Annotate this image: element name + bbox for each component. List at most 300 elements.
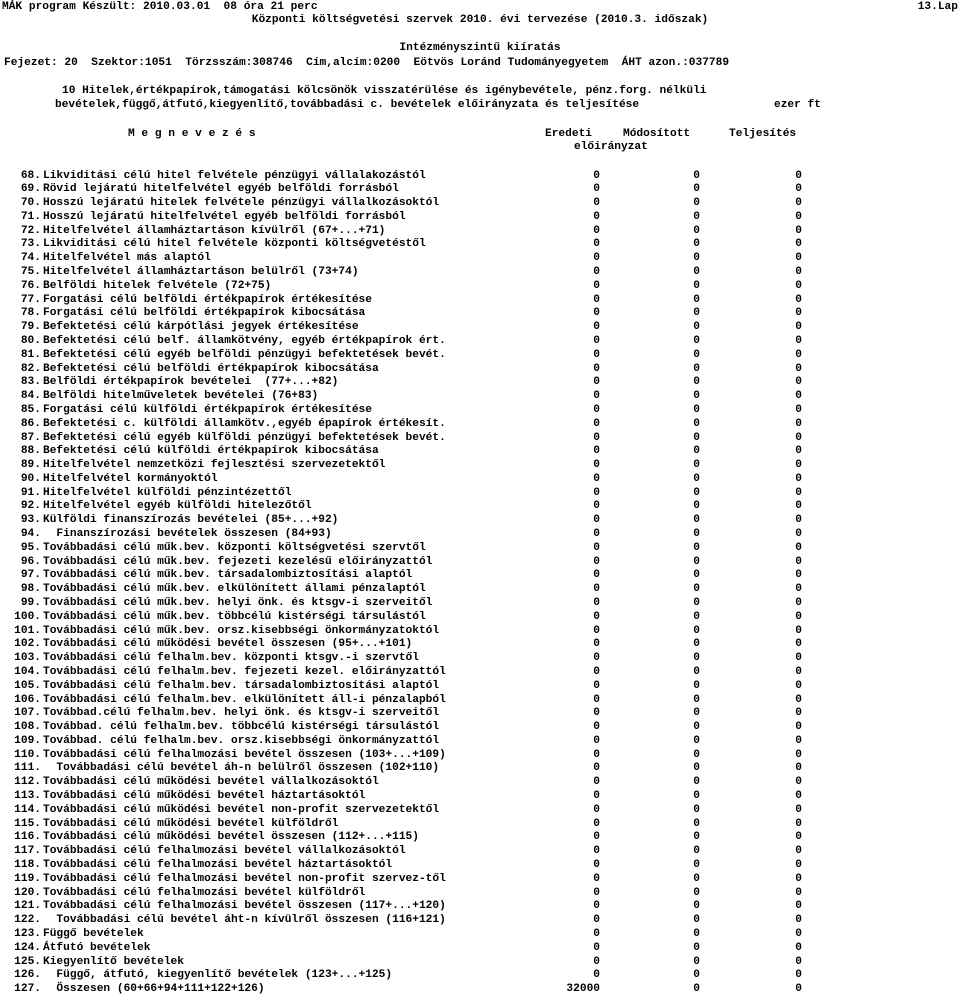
- table-row: [0, 734, 960, 748]
- row-label: Továbbad. célú felhalm.bev. többcélú kistérségi társulástól: [43, 721, 440, 734]
- original-value: 0: [593, 197, 600, 210]
- table-row: [0, 431, 960, 445]
- modified-value: 0: [693, 472, 700, 485]
- fulfilled-value: 0: [795, 445, 802, 458]
- original-value: 0: [593, 900, 600, 913]
- original-value: 0: [593, 583, 600, 596]
- row-number: 91.: [20, 486, 41, 499]
- row-label: Likviditási célú hitel felvétele pénzügyi vállalakozástól: [43, 169, 426, 182]
- table-row: [0, 927, 960, 941]
- table-title-line2: bevételek,függő,átfutó,kiegyenlítő,továbbadási c. bevételek előirányzata és teljesítése: [55, 99, 640, 111]
- fulfilled-value: 0: [795, 321, 802, 334]
- modified-value: 0: [693, 817, 700, 830]
- table-row: [0, 417, 960, 431]
- row-number: 82.: [20, 362, 41, 375]
- fulfilled-value: 0: [795, 583, 802, 596]
- table-title-line1: 10 Hitelek,értékpapírok,támogatási kölcsönök visszatérülése és igénybevétele, pénz.forg. nélküli: [62, 85, 707, 97]
- row-label: Továbbadási célú műk.bev. központi költségvetési szervtől: [43, 541, 426, 554]
- fulfilled-value: 0: [795, 376, 802, 389]
- table-row: [0, 637, 960, 651]
- row-label: Továbbadási célú működési bevétel összesen (95+...+101): [43, 638, 413, 651]
- table-row: [0, 196, 960, 210]
- table-row: [0, 362, 960, 376]
- table-row: [0, 555, 960, 569]
- modified-value: 0: [693, 707, 700, 720]
- fulfilled-value: 0: [795, 707, 802, 720]
- row-number: 83.: [20, 376, 41, 389]
- row-number: 123.: [14, 927, 41, 940]
- fulfilled-value: 0: [795, 224, 802, 237]
- fulfilled-value: 0: [795, 679, 802, 692]
- fulfilled-value: 0: [795, 624, 802, 637]
- modified-value: 0: [693, 486, 700, 499]
- row-number: 70.: [20, 197, 41, 210]
- table-row: [0, 375, 960, 389]
- row-label: Hitelfelvétel kormányoktól: [43, 472, 218, 485]
- row-number: 78.: [20, 307, 41, 320]
- table-row: [0, 265, 960, 279]
- table-row: [0, 306, 960, 320]
- fulfilled-value: 0: [795, 900, 802, 913]
- table-row: [0, 886, 960, 900]
- row-label: Továbbadási célú felhalm.bev. elkülönített áll-i pénzalapból: [43, 693, 446, 706]
- modified-value: 0: [693, 459, 700, 472]
- fulfilled-value: 0: [795, 845, 802, 858]
- row-number: 119.: [14, 872, 41, 885]
- row-number: 89.: [20, 459, 41, 472]
- table-row: [0, 169, 960, 183]
- unit-label: ezer ft: [774, 99, 821, 111]
- fulfilled-value: 0: [795, 183, 802, 196]
- original-value: 0: [593, 927, 600, 940]
- modified-value: 0: [693, 183, 700, 196]
- fulfilled-value: 0: [795, 403, 802, 416]
- modified-value: 0: [693, 197, 700, 210]
- modified-value: 0: [693, 431, 700, 444]
- original-value: 0: [593, 334, 600, 347]
- row-label: Hitelfelvétel államháztartáson kívülről (67+...+71): [43, 224, 386, 237]
- row-number: 98.: [20, 583, 41, 596]
- row-number: 72.: [20, 224, 41, 237]
- modified-value: 0: [693, 927, 700, 940]
- modified-value: 0: [693, 376, 700, 389]
- original-value: 0: [593, 224, 600, 237]
- row-number: 122.: [14, 914, 41, 927]
- row-number: 127.: [14, 983, 41, 996]
- row-number: 88.: [20, 445, 41, 458]
- table-row: [0, 541, 960, 555]
- row-label: Függő, átfutó, kiegyenlítő bevételek (123+...+125): [43, 969, 393, 982]
- table-row: [0, 458, 960, 472]
- fulfilled-value: 0: [795, 734, 802, 747]
- fulfilled-value: 0: [795, 872, 802, 885]
- table-row: [0, 665, 960, 679]
- original-value: 0: [593, 169, 600, 182]
- row-label: Továbbad. célú felhalm.bev. orsz.kisebbségi önkormányzattól: [43, 734, 440, 747]
- row-number: 113.: [14, 790, 41, 803]
- original-value: 0: [593, 293, 600, 306]
- table-row: [0, 486, 960, 500]
- modified-value: 0: [693, 638, 700, 651]
- table-row: [0, 527, 960, 541]
- fulfilled-value: 0: [795, 693, 802, 706]
- original-value: 0: [593, 748, 600, 761]
- row-number: 103.: [14, 652, 41, 665]
- row-number: 93.: [20, 514, 41, 527]
- row-label: Hitelfelvétel egyéb külföldi hitelezőtől: [43, 500, 312, 513]
- row-label: Továbbadási célú működési bevétel háztartásoktól: [43, 790, 366, 803]
- original-value: 0: [593, 472, 600, 485]
- modified-value: 0: [693, 321, 700, 334]
- modified-value: 0: [693, 541, 700, 554]
- original-value: 0: [593, 955, 600, 968]
- table-row: [0, 596, 960, 610]
- table-row: [0, 748, 960, 762]
- original-value: 0: [593, 665, 600, 678]
- original-value: 0: [593, 762, 600, 775]
- fulfilled-value: 0: [795, 390, 802, 403]
- table-row: [0, 789, 960, 803]
- row-number: 117.: [14, 845, 41, 858]
- row-number: 104.: [14, 665, 41, 678]
- fulfilled-value: 0: [795, 969, 802, 982]
- fulfilled-value: 0: [795, 665, 802, 678]
- table-row: [0, 913, 960, 927]
- table-row: [0, 872, 960, 886]
- modified-value: 0: [693, 266, 700, 279]
- row-label: Továbbadási célú felhalmozási bevétel összesen (103+...+109): [43, 748, 446, 761]
- row-number: 101.: [14, 624, 41, 637]
- row-label: Továbbadási célú felhalm.bev. fejezeti kezel. előirányzattól: [43, 665, 446, 678]
- row-label: Befektetési c. külföldi államkötv.,egyéb épapírok értékesít.: [43, 417, 446, 430]
- row-label: Függő bevételek: [43, 927, 144, 940]
- original-value: 0: [593, 459, 600, 472]
- modified-value: 0: [693, 665, 700, 678]
- row-label: Befektetési célú belf. államkötvény, egyéb értékpapírok ért.: [43, 334, 446, 347]
- original-value: 0: [593, 872, 600, 885]
- fulfilled-value: 0: [795, 638, 802, 651]
- modified-value: 0: [693, 721, 700, 734]
- row-label: Kiegyenlítő bevételek: [43, 955, 184, 968]
- row-label: Továbbadási célú felhalmozási bevétel külföldről: [43, 886, 366, 899]
- row-label: Befektetési célú külföldi értékpapírok kibocsátása: [43, 445, 379, 458]
- modified-value: 0: [693, 734, 700, 747]
- original-value: 0: [593, 610, 600, 623]
- original-value: 0: [593, 486, 600, 499]
- original-value: 0: [593, 817, 600, 830]
- row-label: Hitelfelvétel nemzetközi fejlesztési szervezetektől: [43, 459, 386, 472]
- original-value: 0: [593, 541, 600, 554]
- table-row: [0, 320, 960, 334]
- modified-value: 0: [693, 528, 700, 541]
- modified-value: 0: [693, 610, 700, 623]
- fulfilled-value: 0: [795, 514, 802, 527]
- table-row: [0, 499, 960, 513]
- modified-value: 0: [693, 569, 700, 582]
- row-label: Belföldi hitelek felvétele (72+75): [43, 279, 272, 292]
- original-value: 0: [593, 596, 600, 609]
- column-header-fulfilled: Teljesítés: [729, 128, 797, 140]
- row-label: Továbbadási célú műk.bev. többcélú kistérségi társulástól: [43, 610, 426, 623]
- modified-value: 0: [693, 845, 700, 858]
- row-label: Hitelfelvétel államháztartáson belülről (73+74): [43, 266, 359, 279]
- row-number: 110.: [14, 748, 41, 761]
- table-row: [0, 582, 960, 596]
- original-value: 0: [593, 238, 600, 251]
- fulfilled-value: 0: [795, 431, 802, 444]
- table-row: [0, 706, 960, 720]
- fulfilled-value: 0: [795, 914, 802, 927]
- table-row: [0, 830, 960, 844]
- row-number: 115.: [14, 817, 41, 830]
- original-value: 0: [593, 569, 600, 582]
- row-number: 99.: [20, 596, 41, 609]
- fulfilled-value: 0: [795, 790, 802, 803]
- modified-value: 0: [693, 417, 700, 430]
- row-label: Továbbadási célú felhalmozási bevétel összesen (117+...+120): [43, 900, 446, 913]
- row-label: Továbbadási célú működési bevétel non-profit szervezetektől: [43, 803, 440, 816]
- table-row: [0, 568, 960, 582]
- row-number: 84.: [20, 390, 41, 403]
- modified-value: 0: [693, 872, 700, 885]
- report-subtitle: Központi költségvetési szervek 2010. évi tervezése (2010.3. időszak): [251, 14, 709, 26]
- original-value: 0: [593, 403, 600, 416]
- fulfilled-value: 0: [795, 817, 802, 830]
- modified-value: 0: [693, 348, 700, 361]
- row-label: Rövid lejáratú hitelfelvétel egyéb belföldi forrásból: [43, 183, 399, 196]
- page-number: 13.Lap: [917, 1, 958, 13]
- fulfilled-value: 0: [795, 210, 802, 223]
- table-row: [0, 210, 960, 224]
- fulfilled-value: 0: [795, 762, 802, 775]
- row-number: 107.: [14, 707, 41, 720]
- row-label: Továbbadási célú bevétel áht-n kívülről összesen (116+121): [43, 914, 446, 927]
- original-value: 0: [593, 721, 600, 734]
- original-value: 0: [593, 803, 600, 816]
- original-value: 0: [593, 555, 600, 568]
- row-label: Befektetési célú egyéb belföldi pénzügyi befektetések bevét.: [43, 348, 446, 361]
- row-label: Forgatási célú belföldi értékpapírok kibocsátása: [43, 307, 366, 320]
- column-header-name: M e g n e v e z é s: [128, 128, 256, 140]
- row-number: 76.: [20, 279, 41, 292]
- table-row: [0, 279, 960, 293]
- table-row: [0, 761, 960, 775]
- modified-value: 0: [693, 693, 700, 706]
- original-value: 0: [593, 266, 600, 279]
- original-value: 0: [593, 376, 600, 389]
- table-row: [0, 982, 960, 996]
- row-label: Továbbadási célú működési bevétel vállalkozásoktól: [43, 776, 379, 789]
- row-number: 114.: [14, 803, 41, 816]
- modified-value: 0: [693, 748, 700, 761]
- original-value: 0: [593, 390, 600, 403]
- fulfilled-value: 0: [795, 803, 802, 816]
- row-label: Továbbadási célú működési bevétel összesen (112+...+115): [43, 831, 419, 844]
- fulfilled-value: 0: [795, 927, 802, 940]
- fulfilled-value: 0: [795, 776, 802, 789]
- table-row: [0, 513, 960, 527]
- fulfilled-value: 0: [795, 486, 802, 499]
- fulfilled-value: 0: [795, 610, 802, 623]
- table-row: [0, 444, 960, 458]
- table-row: [0, 389, 960, 403]
- row-number: 90.: [20, 472, 41, 485]
- fulfilled-value: 0: [795, 334, 802, 347]
- row-label: Külföldi finanszírozás bevételei (85+...+92): [43, 514, 339, 527]
- modified-value: 0: [693, 583, 700, 596]
- row-number: 102.: [14, 638, 41, 651]
- fulfilled-value: 0: [795, 596, 802, 609]
- row-number: 87.: [20, 431, 41, 444]
- original-value: 0: [593, 790, 600, 803]
- modified-value: 0: [693, 224, 700, 237]
- report-type: Intézményszintű kiíratás: [399, 42, 561, 54]
- modified-value: 0: [693, 900, 700, 913]
- fulfilled-value: 0: [795, 831, 802, 844]
- original-value: 0: [593, 707, 600, 720]
- fulfilled-value: 0: [795, 417, 802, 430]
- row-number: 96.: [20, 555, 41, 568]
- fulfilled-value: 0: [795, 500, 802, 513]
- row-label: Átfutó bevételek: [43, 941, 151, 954]
- original-value: 0: [593, 652, 600, 665]
- row-number: 73.: [20, 238, 41, 251]
- row-number: 95.: [20, 541, 41, 554]
- fulfilled-value: 0: [795, 652, 802, 665]
- original-value: 0: [593, 776, 600, 789]
- row-number: 79.: [20, 321, 41, 334]
- row-label: Továbbadási célú felhalmozási bevétel háztartásoktól: [43, 859, 393, 871]
- row-number: 74.: [20, 252, 41, 265]
- table-row: [0, 955, 960, 969]
- row-number: 109.: [14, 734, 41, 747]
- original-value: 0: [593, 445, 600, 458]
- table-row: [0, 858, 960, 872]
- modified-value: 0: [693, 500, 700, 513]
- column-header-original-sub: előirányzat: [574, 141, 648, 153]
- modified-value: 0: [693, 445, 700, 458]
- row-label: Hitelfelvétel külföldi pénzintézettől: [43, 486, 292, 499]
- fulfilled-value: 0: [795, 886, 802, 899]
- row-label: Hitelfelvétel más alaptól: [43, 252, 211, 265]
- original-value: 0: [593, 183, 600, 196]
- row-number: 111.: [14, 762, 41, 775]
- fulfilled-value: 0: [795, 859, 802, 871]
- fulfilled-value: 0: [795, 472, 802, 485]
- modified-value: 0: [693, 279, 700, 292]
- row-number: 75.: [20, 266, 41, 279]
- original-value: 0: [593, 886, 600, 899]
- table-row: [0, 775, 960, 789]
- row-label: Továbbadási célú műk.bev. fejezeti kezelésű előirányzattól: [43, 555, 433, 568]
- modified-value: 0: [693, 776, 700, 789]
- modified-value: 0: [693, 252, 700, 265]
- modified-value: 0: [693, 790, 700, 803]
- row-label: Továbbadási célú felhalm.bev. központi ktsgv.-i szervtől: [43, 652, 419, 665]
- row-label: Továbbadási célú felhalm.bev. társadalombiztosítási alaptól: [43, 679, 440, 692]
- fulfilled-value: 0: [795, 293, 802, 306]
- row-number: 94.: [20, 528, 41, 541]
- original-value: 0: [593, 693, 600, 706]
- row-label: Továbbadási célú bevétel áh-n belülről összesen (102+110): [43, 762, 440, 775]
- row-label: Forgatási célú belföldi értékpapírok értékesítése: [43, 293, 372, 306]
- original-value: 0: [593, 279, 600, 292]
- row-number: 81.: [20, 348, 41, 361]
- table-row: [0, 472, 960, 486]
- column-header-original: Eredeti: [545, 128, 592, 140]
- modified-value: 0: [693, 334, 700, 347]
- original-value: 0: [593, 831, 600, 844]
- row-label: Továbbadási célú felhalmozási bevétel vállalkozásoktól: [43, 845, 406, 858]
- row-label: Továbbadási célú felhalmozási bevétel non-profit szervez-től: [43, 872, 446, 885]
- original-value: 0: [593, 417, 600, 430]
- original-value: 0: [593, 638, 600, 651]
- original-value: 0: [593, 969, 600, 982]
- modified-value: 0: [693, 238, 700, 251]
- table-row: [0, 348, 960, 362]
- modified-value: 0: [693, 831, 700, 844]
- chapter-line: Fejezet: 20 Szektor:1051 Törzsszám:308746 Cím,alcím:0200 Eötvös Loránd Tudományegyetem ÁHT azon.:037789: [4, 57, 730, 69]
- row-label: Továbbadási célú műk.bev. társadalombiztosítási alaptól: [43, 569, 413, 582]
- table-row: [0, 403, 960, 417]
- fulfilled-value: 0: [795, 555, 802, 568]
- modified-value: 0: [693, 803, 700, 816]
- original-value: 0: [593, 528, 600, 541]
- original-value: 0: [593, 210, 600, 223]
- modified-value: 0: [693, 969, 700, 982]
- row-number: 85.: [20, 403, 41, 416]
- table-row: [0, 693, 960, 707]
- original-value: 0: [593, 624, 600, 637]
- row-number: 108.: [14, 721, 41, 734]
- fulfilled-value: 0: [795, 721, 802, 734]
- report-header-left: MÁK program Készült: 2010.03.01 08 óra 21 perc: [2, 1, 318, 13]
- row-label: Továbbadási célú működési bevétel külföldről: [43, 817, 339, 830]
- table-row: [0, 237, 960, 251]
- row-label: Hosszú lejáratú hitelek felvétele pénzügyi vállalkozásoktól: [43, 197, 440, 210]
- modified-value: 0: [693, 403, 700, 416]
- modified-value: 0: [693, 679, 700, 692]
- original-value: 0: [593, 321, 600, 334]
- table-row: [0, 968, 960, 982]
- table-row: [0, 899, 960, 913]
- modified-value: 0: [693, 859, 700, 871]
- modified-value: 0: [693, 983, 700, 996]
- row-number: 124.: [14, 941, 41, 954]
- row-number: 92.: [20, 500, 41, 513]
- fulfilled-value: 0: [795, 348, 802, 361]
- column-header-modified: Módosított: [623, 128, 691, 140]
- original-value: 0: [593, 941, 600, 954]
- row-label: Forgatási célú külföldi értékpapírok értékesítése: [43, 403, 372, 416]
- row-number: 105.: [14, 679, 41, 692]
- table-row: [0, 624, 960, 638]
- modified-value: 0: [693, 169, 700, 182]
- row-number: 112.: [14, 776, 41, 789]
- row-label: Belföldi értékpapírok bevételei (77+...+82): [43, 376, 339, 389]
- row-label: Likviditási célú hitel felvétele központi költségvetéstől: [43, 238, 426, 251]
- fulfilled-value: 0: [795, 307, 802, 320]
- original-value: 0: [593, 914, 600, 927]
- modified-value: 0: [693, 596, 700, 609]
- fulfilled-value: 0: [795, 169, 802, 182]
- original-value: 0: [593, 679, 600, 692]
- original-value: 0: [593, 859, 600, 871]
- fulfilled-value: 0: [795, 279, 802, 292]
- modified-value: 0: [693, 652, 700, 665]
- modified-value: 0: [693, 886, 700, 899]
- original-value: 0: [593, 500, 600, 513]
